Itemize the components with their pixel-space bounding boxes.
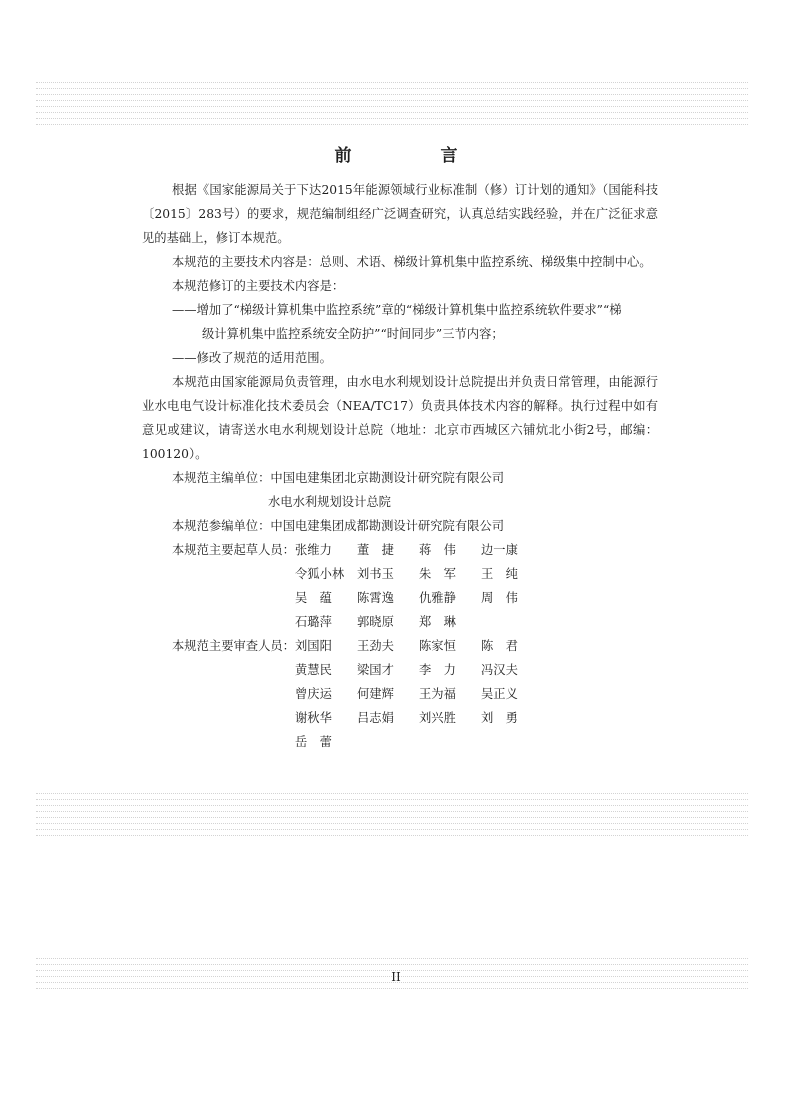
revision-item-1-line-b: 级计算机集中监控系统安全防护”“时间同步”三节内容； (202, 327, 504, 341)
drafter-name: 郭晓原 (356, 615, 394, 629)
reviewer-name: 陈 君 (480, 639, 518, 653)
drafters-row (142, 538, 658, 634)
top-dotted-band (36, 82, 748, 130)
preface-body (142, 178, 658, 754)
drafter-name: 边一康 (480, 543, 518, 557)
reviewer-name: 王为福 (418, 687, 456, 701)
paragraph-basis: 根据《国家能源局关于下达2015年能源领域行业标准制（修）订计划的通知》（国能科技〔2015〕283号）的要求，规范编制组经广泛调查研究，认真总结实践经验，并在广泛征求意见的基础上，修订本规范。 (142, 183, 658, 245)
reviewer-name: 何建辉 (356, 687, 394, 701)
reviewer-name: 刘兴胜 (418, 711, 456, 725)
reviewers-names (295, 634, 543, 754)
participating-units-row (142, 514, 658, 538)
revision-item-1 (142, 298, 658, 346)
reviewers-row (142, 634, 658, 754)
reviewer-name: 吕志娟 (356, 711, 394, 725)
drafter-name: 仇雅静 (418, 591, 456, 605)
drafter-name: 董 捷 (356, 543, 394, 557)
drafter-name: 吴 蕴 (294, 591, 332, 605)
paragraph-revision-intro: 本规范修订的主要技术内容是： (172, 279, 345, 293)
revision-item-2: ——修改了规范的适用范围。 (172, 351, 332, 365)
drafter-name: 蒋 伟 (418, 543, 456, 557)
chief-unit-2 (142, 490, 658, 514)
drafter-name: 石璐萍 (294, 615, 332, 629)
drafter-name: 郑 琳 (418, 615, 456, 629)
reviewers-label: 本规范主要审查人员： (172, 639, 295, 653)
drafter-name: 王 纯 (480, 567, 518, 581)
reviewer-name: 刘 勇 (480, 711, 518, 725)
paragraph-main-content: 本规范的主要技术内容是：总则、术语、梯级计算机集中监控系统、梯级集中控制中心。 (172, 255, 652, 269)
chief-unit-1: 中国电建集团北京勘测设计研究院有限公司 (270, 471, 505, 485)
drafter-name: 刘书玉 (356, 567, 394, 581)
reviewer-name: 冯汉夫 (480, 663, 518, 677)
drafter-name: 张维力 (294, 543, 332, 557)
page-title: 前 言 (334, 146, 494, 166)
reviewer-name: 谢秋华 (294, 711, 332, 725)
middle-dotted-band (36, 793, 748, 841)
drafter-name: 陈霄逸 (356, 591, 394, 605)
chief-units-row (142, 466, 658, 490)
reviewer-name: 岳 蕾 (294, 735, 332, 749)
reviewer-name: 陈家恒 (418, 639, 456, 653)
paragraph-management: 本规范由国家能源局负责管理，由水电水利规划设计总院提出并负责日常管理，由能源行业水电电气设计标准化技术委员会（NEA/TC17）负责具体技术内容的解释。执行过程中如有意见或建议，请寄送水电水利规划设计总院（地址：北京市西城区六铺炕北小街2号，邮编：100120）。 (142, 375, 658, 461)
reviewer-name: 王劲夫 (356, 639, 394, 653)
drafters-names (295, 538, 543, 634)
drafter-name: 令狐小林 (294, 567, 345, 581)
reviewer-name: 刘国阳 (294, 639, 332, 653)
drafter-name: 周 伟 (480, 591, 518, 605)
chief-unit-2-text: 水电水利规划设计总院 (268, 495, 391, 509)
chief-units-label: 本规范主编单位： (172, 471, 271, 485)
reviewer-name: 曾庆运 (294, 687, 332, 701)
participating-units-label: 本规范参编单位： (172, 519, 271, 533)
participating-unit-1: 中国电建集团成都勘测设计研究院有限公司 (270, 519, 505, 533)
reviewer-name: 黄慧民 (294, 663, 332, 677)
reviewer-name: 吴正义 (480, 687, 518, 701)
reviewer-name: 李 力 (418, 663, 456, 677)
revision-item-1-line-a: ——增加了“梯级计算机集中监控系统”章的“梯级计算机集中监控系统软件要求”“梯 (172, 303, 622, 317)
drafters-label: 本规范主要起草人员： (172, 543, 295, 557)
reviewer-name: 梁国才 (356, 663, 394, 677)
drafter-name: 朱 军 (418, 567, 456, 581)
page-number: II (391, 970, 401, 984)
